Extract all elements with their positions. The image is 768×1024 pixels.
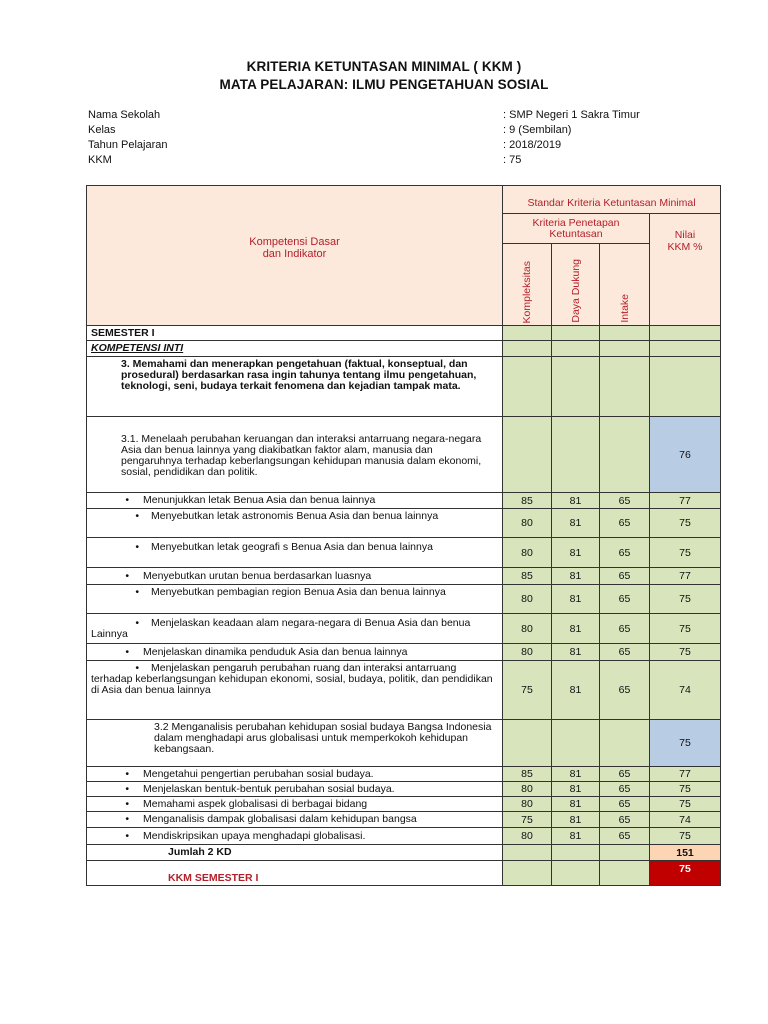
empty-cell [551, 340, 600, 357]
bullet-icon: • [135, 617, 139, 629]
kompleksitas-value: 75 [502, 660, 552, 720]
kompleksitas-value: 85 [502, 766, 552, 782]
nilai-value: 77 [649, 766, 721, 782]
indicator-row [86, 508, 503, 538]
nilai-value: 75 [649, 796, 721, 812]
indicator-row [86, 827, 503, 845]
kompleksitas-value: 80 [502, 643, 552, 661]
indicator-text: Menjelaskan bentuk-bentuk perubahan sosial budaya. [143, 782, 395, 795]
header-nilai-kkm [649, 213, 721, 326]
info-value-tahun-pelajaran: : 2018/2019 [503, 139, 562, 151]
semester-label: SEMESTER I [86, 325, 503, 341]
document-subtitle: MATA PELAJARAN: ILMU PENGETAHUAN SOSIAL [219, 77, 549, 92]
nilai-value: 75 [649, 613, 721, 644]
intake-value: 65 [599, 643, 650, 661]
indicator-text: Memahami aspek globalisasi di berbagai bidang [143, 797, 368, 810]
header-nilai-line2: KKM % [667, 241, 703, 253]
empty-cell [502, 844, 552, 861]
empty-cell [502, 340, 552, 357]
indicator-text: Menyebutkan letak astronomis Benua Asia dan benua lainnya [151, 510, 439, 522]
kd31-text: 3.1. Menelaah perubahan keruangan dan interaksi antarruang negara-negara Asia dan benua lainnya yang diakibatkan faktor alam, manusia dan pengaruhnya terhadap keberlangsungan kehidupan manusia dalam ekonomi, sosial, pendidikan dan politik. [86, 416, 503, 493]
kompleksitas-value: 80 [502, 537, 552, 568]
bullet-icon: • [135, 662, 139, 674]
nilai-value: 75 [649, 781, 721, 797]
empty-cell [551, 416, 600, 493]
indicator-row [86, 811, 503, 828]
empty-cell [502, 325, 552, 341]
kompleksitas-value: 80 [502, 796, 552, 812]
kompleksitas-value: 85 [502, 567, 552, 585]
info-label-nama-sekolah: Nama Sekolah [88, 109, 161, 121]
kkm-semester-value: 75 [649, 860, 721, 886]
info-label-kkm: KKM [88, 154, 112, 166]
header-daya-dukung [551, 243, 600, 326]
kompetensi-inti-label: KOMPETENSI INTI [86, 340, 503, 357]
header-kd-line2: dan Indikator [262, 247, 327, 260]
indicator-row [86, 660, 503, 720]
bullet-icon: • [125, 645, 129, 658]
nilai-value: 77 [649, 492, 721, 509]
indicator-row [86, 492, 503, 509]
bullet-icon: • [125, 813, 129, 825]
bullet-icon: • [125, 569, 129, 582]
indicator-row [86, 537, 503, 568]
nilai-value: 75 [649, 827, 721, 845]
empty-cell [551, 325, 600, 341]
header-kd-line1: Kompetensi Dasar [249, 235, 340, 248]
indicator-row [86, 766, 503, 782]
header-kompleksitas [502, 243, 552, 326]
indicator-text: Menyebutkan pembagian region Benua Asia dan benua lainnya [151, 586, 446, 598]
nilai-value: 74 [649, 811, 721, 828]
bullet-icon: • [135, 541, 139, 553]
daya-dukung-value: 81 [551, 811, 600, 828]
empty-cell [551, 860, 600, 886]
empty-cell [599, 356, 650, 417]
intake-value: 65 [599, 796, 650, 812]
daya-dukung-value: 81 [551, 827, 600, 845]
nilai-value: 75 [649, 508, 721, 538]
empty-cell [649, 340, 721, 357]
info-label-tahun-pelajaran: Tahun Pelajaran [88, 139, 168, 151]
daya-dukung-value: 81 [551, 537, 600, 568]
kkm-table [86, 185, 721, 886]
bullet-icon: • [125, 767, 129, 780]
intake-value: 65 [599, 660, 650, 720]
info-value-kkm: : 75 [503, 154, 522, 166]
intake-value: 65 [599, 492, 650, 509]
daya-dukung-value: 81 [551, 584, 600, 614]
bullet-icon: • [125, 829, 129, 842]
empty-cell [502, 416, 552, 493]
daya-dukung-value: 81 [551, 567, 600, 585]
kompleksitas-value: 80 [502, 508, 552, 538]
empty-cell [649, 325, 721, 341]
jumlah-label: Jumlah 2 KD [86, 844, 503, 861]
bullet-icon: • [125, 797, 129, 810]
empty-cell [502, 356, 552, 417]
header-kriteria-line2: Ketuntasan [549, 227, 603, 240]
intake-value: 65 [599, 811, 650, 828]
empty-cell [599, 719, 650, 767]
daya-dukung-value: 81 [551, 613, 600, 644]
daya-dukung-value: 81 [551, 643, 600, 661]
jumlah-value: 151 [649, 844, 721, 861]
indicator-text: Menjelaskan pengaruh perubahan ruang dan interaksi antarruang terhadap keberlangsungan kehidupan ekonomi, sosial, budaya, politik, dan pendidikan di Asia dan benua lainnya [91, 662, 493, 696]
info-label-kelas: Kelas [88, 124, 116, 136]
indicator-text: Mendiskripsikan upaya menghadapi globalisasi. [143, 829, 366, 842]
intake-value: 65 [599, 567, 650, 585]
header-standar [502, 185, 721, 214]
kompleksitas-value: 85 [502, 492, 552, 509]
header-nilai-line1: Nilai [674, 229, 696, 241]
indicator-row [86, 796, 503, 812]
daya-dukung-value: 81 [551, 492, 600, 509]
header-kompetensi-dasar [86, 185, 503, 326]
indicator-row [86, 567, 503, 585]
document-title: KRITERIA KETUNTASAN MINIMAL ( KKM ) [246, 59, 522, 74]
ki3-text: 3. Memahami dan menerapkan pengetahuan (faktual, konseptual, dan prosedural) berdasarkan rasa ingin tahunya tentang ilmu pengetahuan, teknologi, seni, budaya terkait fenomena dan kejadian tampak mata. [86, 356, 503, 417]
daya-dukung-value: 81 [551, 781, 600, 797]
intake-value: 65 [599, 766, 650, 782]
header-kriteria-line1: Kriteria Penetapan [532, 216, 620, 229]
info-value-nama-sekolah: : SMP Negeri 1 Sakra Timur [503, 109, 640, 121]
kd32-text: 3.2 Menganalisis perubahan kehidupan sosial budaya Bangsa Indonesia dalam menghadapi arus globalisasi untuk memperkokoh kehidupan kebangsaan. [86, 719, 503, 767]
header-kompleksitas-label: Kompleksitas [521, 260, 533, 323]
info-value-kelas: : 9 (Sembilan) [503, 124, 572, 136]
bullet-icon: • [135, 510, 139, 522]
indicator-text: Menjelaskan keadaan alam negara-negara di Benua Asia dan benua Lainnya [91, 617, 471, 640]
empty-cell [502, 719, 552, 767]
kd31-nilai: 76 [649, 416, 721, 493]
daya-dukung-value: 81 [551, 508, 600, 538]
indicator-text: Menganalisis dampak globalisasi dalam kehidupan bangsa [143, 813, 417, 825]
empty-cell [551, 719, 600, 767]
nilai-value: 75 [649, 537, 721, 568]
header-intake-label: Intake [618, 294, 631, 323]
indicator-row [86, 643, 503, 661]
empty-cell [551, 356, 600, 417]
indicator-text: Mengetahui pengertian perubahan sosial budaya. [143, 767, 374, 780]
kompleksitas-value: 80 [502, 827, 552, 845]
empty-cell [502, 860, 552, 886]
header-standar-label: Standar Kriteria Ketuntasan Minimal [527, 196, 696, 209]
intake-value: 65 [599, 827, 650, 845]
nilai-value: 75 [649, 584, 721, 614]
indicator-row [86, 613, 503, 644]
daya-dukung-value: 81 [551, 660, 600, 720]
kompleksitas-value: 80 [502, 584, 552, 614]
empty-cell [649, 356, 721, 417]
empty-cell [599, 340, 650, 357]
indicator-row [86, 781, 503, 797]
header-daya-dukung-label: Daya Dukung [569, 259, 582, 323]
kompleksitas-value: 75 [502, 811, 552, 828]
intake-value: 65 [599, 584, 650, 614]
kd32-nilai: 75 [649, 719, 721, 767]
indicator-text: Menjelaskan dinamika penduduk Asia dan benua lainnya [143, 645, 408, 658]
empty-cell [599, 325, 650, 341]
empty-cell [599, 844, 650, 861]
empty-cell [551, 844, 600, 861]
bullet-icon: • [135, 586, 139, 598]
intake-value: 65 [599, 781, 650, 797]
empty-cell [599, 416, 650, 493]
intake-value: 65 [599, 537, 650, 568]
header-kriteria-penetapan [502, 213, 650, 244]
nilai-value: 75 [649, 643, 721, 661]
daya-dukung-value: 81 [551, 766, 600, 782]
kompleksitas-value: 80 [502, 781, 552, 797]
daya-dukung-value: 81 [551, 796, 600, 812]
nilai-value: 74 [649, 660, 721, 720]
kompleksitas-value: 80 [502, 613, 552, 644]
nilai-value: 77 [649, 567, 721, 585]
indicator-text: Menunjukkan letak Benua Asia dan benua lainnya [143, 494, 376, 506]
indicator-row [86, 584, 503, 614]
indicator-text: Menyebutkan urutan benua berdasarkan luasnya [143, 569, 372, 582]
bullet-icon: • [125, 494, 129, 506]
bullet-icon: • [125, 782, 129, 795]
intake-value: 65 [599, 613, 650, 644]
indicator-text: Menyebutkan letak geografi s Benua Asia dan benua lainnya [151, 541, 433, 553]
intake-value: 65 [599, 508, 650, 538]
header-intake [599, 243, 650, 326]
kkm-semester-label: KKM SEMESTER I [86, 860, 503, 886]
empty-cell [599, 860, 650, 886]
